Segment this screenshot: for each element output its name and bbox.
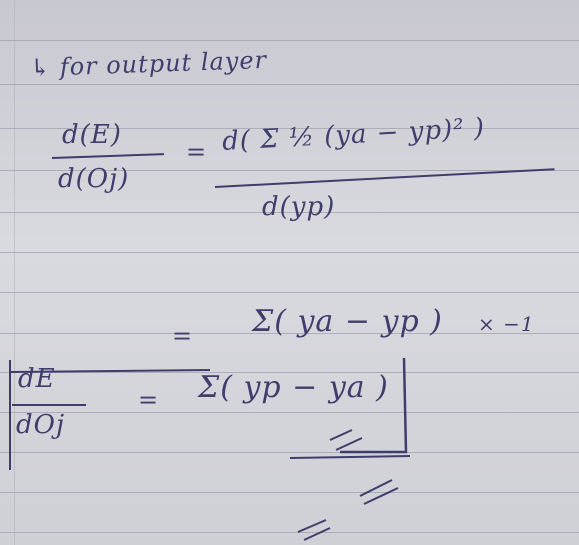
eq1-denominator-left: d(Oj) [58,164,130,194]
done-mark [330,430,362,450]
eq2-suffix: × −1 [478,312,535,336]
underline-stroke [290,456,410,458]
eq3-numerator-left: dE [18,364,56,394]
eq2-expression: Σ( ya − yp ) [252,304,443,339]
eq1-denominator-right: d(yp) [262,192,336,222]
eq3-divider-stroke [10,370,210,372]
done-mark [298,520,330,540]
eq3-expression: Σ( yp − ya ) [198,370,389,405]
eq1-numerator-right: d( Σ ½ (ya − yp)² ) [221,113,486,157]
heading-text: ↳ for output layer [29,45,268,83]
eq2-equals: = [172,322,194,350]
eq3-denominator-left: dOj [16,410,66,440]
done-mark [360,480,398,504]
eq3-equals: = [138,386,160,414]
result-bracket [340,358,406,452]
eq1-numerator-left: d(E) [62,120,122,150]
eq1-equals: = [186,138,208,166]
